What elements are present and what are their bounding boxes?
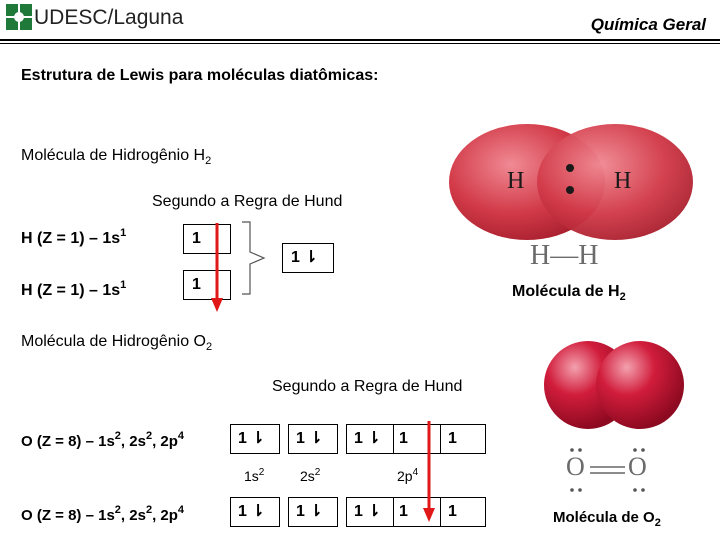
- o2-row1-2s-box: 1 ⇂: [288, 424, 338, 454]
- udesc-logo-text: UDESC/Laguna: [34, 6, 184, 29]
- o2-space-filling-model: [540, 335, 690, 435]
- o2-lewis-atom-right: O: [628, 452, 647, 481]
- o2-row2-config: O $(Z = 8) - 1s^2$, $2s^2$, $2p^4$: [21, 504, 185, 524]
- o2-row1-1s-box: 1 ⇂: [230, 424, 280, 454]
- orbital-label-2p: $2p^4$: [397, 467, 419, 484]
- udesc-logo-icon: [6, 4, 32, 30]
- h2-bond-orbital-box: 1 ⇂: [282, 243, 334, 273]
- o2-row2-2p-box: 1 ⇂ 1 1: [346, 497, 486, 527]
- course-title: Química Geral: [590, 15, 706, 34]
- h2-heading: Molécula de Hidrogênio $H_2$: [21, 147, 212, 167]
- o2-lewis-atom-left: O: [566, 452, 585, 481]
- o2-hund-rule: Segundo a Regra de Hund: [272, 378, 463, 395]
- h2-combine-brace: [240, 220, 272, 300]
- o2-row1-2p-box: 1 ⇂ 1 1: [346, 424, 486, 454]
- h2-orbital-box-1: 1: [183, 224, 231, 254]
- h2-model-atom-right: H: [614, 168, 632, 194]
- h2-orbital-box-2: 1: [183, 270, 231, 300]
- page-title: Estrutura de Lewis para moléculas diatômicas:: [21, 67, 379, 84]
- o2-row2-2s-box: 1 ⇂: [288, 497, 338, 527]
- o2-row2-2p-divider-1: [393, 498, 394, 526]
- o2-row1-config: O $(Z = 8) - 1s^2$, $2s^2$, $2p^4$: [21, 430, 185, 450]
- h2-space-filling-model: [445, 122, 695, 247]
- h2-hund-rule: Segundo a Regra de Hund: [152, 193, 343, 210]
- h2-bond-arrow: [210, 220, 230, 315]
- header-divider-top: [0, 39, 720, 41]
- o2-heading: Molécula de Hidrogênio $O_2$: [21, 333, 213, 353]
- h2-atom2-config: H $(Z = 1) - 1s^1$: [21, 279, 127, 299]
- header-divider-bottom: [0, 43, 720, 44]
- orbital-label-1s: $1s^2$: [244, 467, 265, 484]
- o2-row2-1s-box: 1 ⇂: [230, 497, 280, 527]
- h2-lewis-formula: H—H: [530, 240, 599, 271]
- o2-bond-arrow: [421, 418, 441, 528]
- o2-caption: Molécula de $O_2$: [553, 509, 661, 529]
- o2-row1-2p-divider-1: [393, 425, 394, 453]
- h2-model-atom-left: H: [507, 168, 525, 194]
- h2-atom1-config: H $(Z = 1) - 1s^1$: [21, 227, 127, 247]
- h2-caption: Molécula de $H_2$: [512, 283, 626, 303]
- orbital-label-2s: $2s^2$: [300, 467, 321, 484]
